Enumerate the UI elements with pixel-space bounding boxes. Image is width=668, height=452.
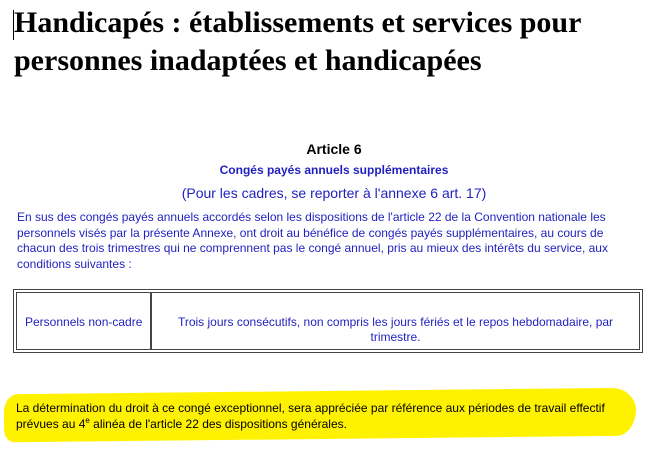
highlight-superscript: e: [85, 416, 90, 425]
article-body: En sus des congés payés annuels accordés selon les dispositions de l'article 22 de la Convention nationale les personnels visés par la présente Annexe, ont droit au bénéfice de congés payés supplémentaires, au cours de chacun des trois trimestres qui ne comprennent pas le congé annuel, pris au mieux des intérêts du service, aux conditions suivantes :: [17, 210, 608, 271]
conditions-table: [13, 289, 643, 353]
article-note: (Pour les cadres, se reporter à l'annexe 6 art. 17): [181, 185, 487, 201]
article-title: Article 6: [306, 141, 362, 157]
table-cell-value: Trois jours consécutifs, non compris les jours fériés et le repos hebdomadaire, par trimestre.: [177, 315, 614, 344]
table-row: [16, 292, 640, 350]
table-cell-label: Personnels non-cadre: [17, 293, 152, 349]
highlighted-paragraph: [16, 400, 636, 432]
page-title: Handicapés : établissements et services pour personnes inadaptées et handicapées: [14, 6, 581, 77]
article-subtitle: Congés payés annuels supplémentaires: [219, 163, 449, 177]
highlight-text-before: La détermination du droit à ce congé exceptionnel, sera appréciée par référence aux périodes de travail effectif prévues au 4: [16, 401, 605, 431]
highlight-text-after: alinéa de l'article 22 des dispositions générales.: [89, 417, 347, 431]
